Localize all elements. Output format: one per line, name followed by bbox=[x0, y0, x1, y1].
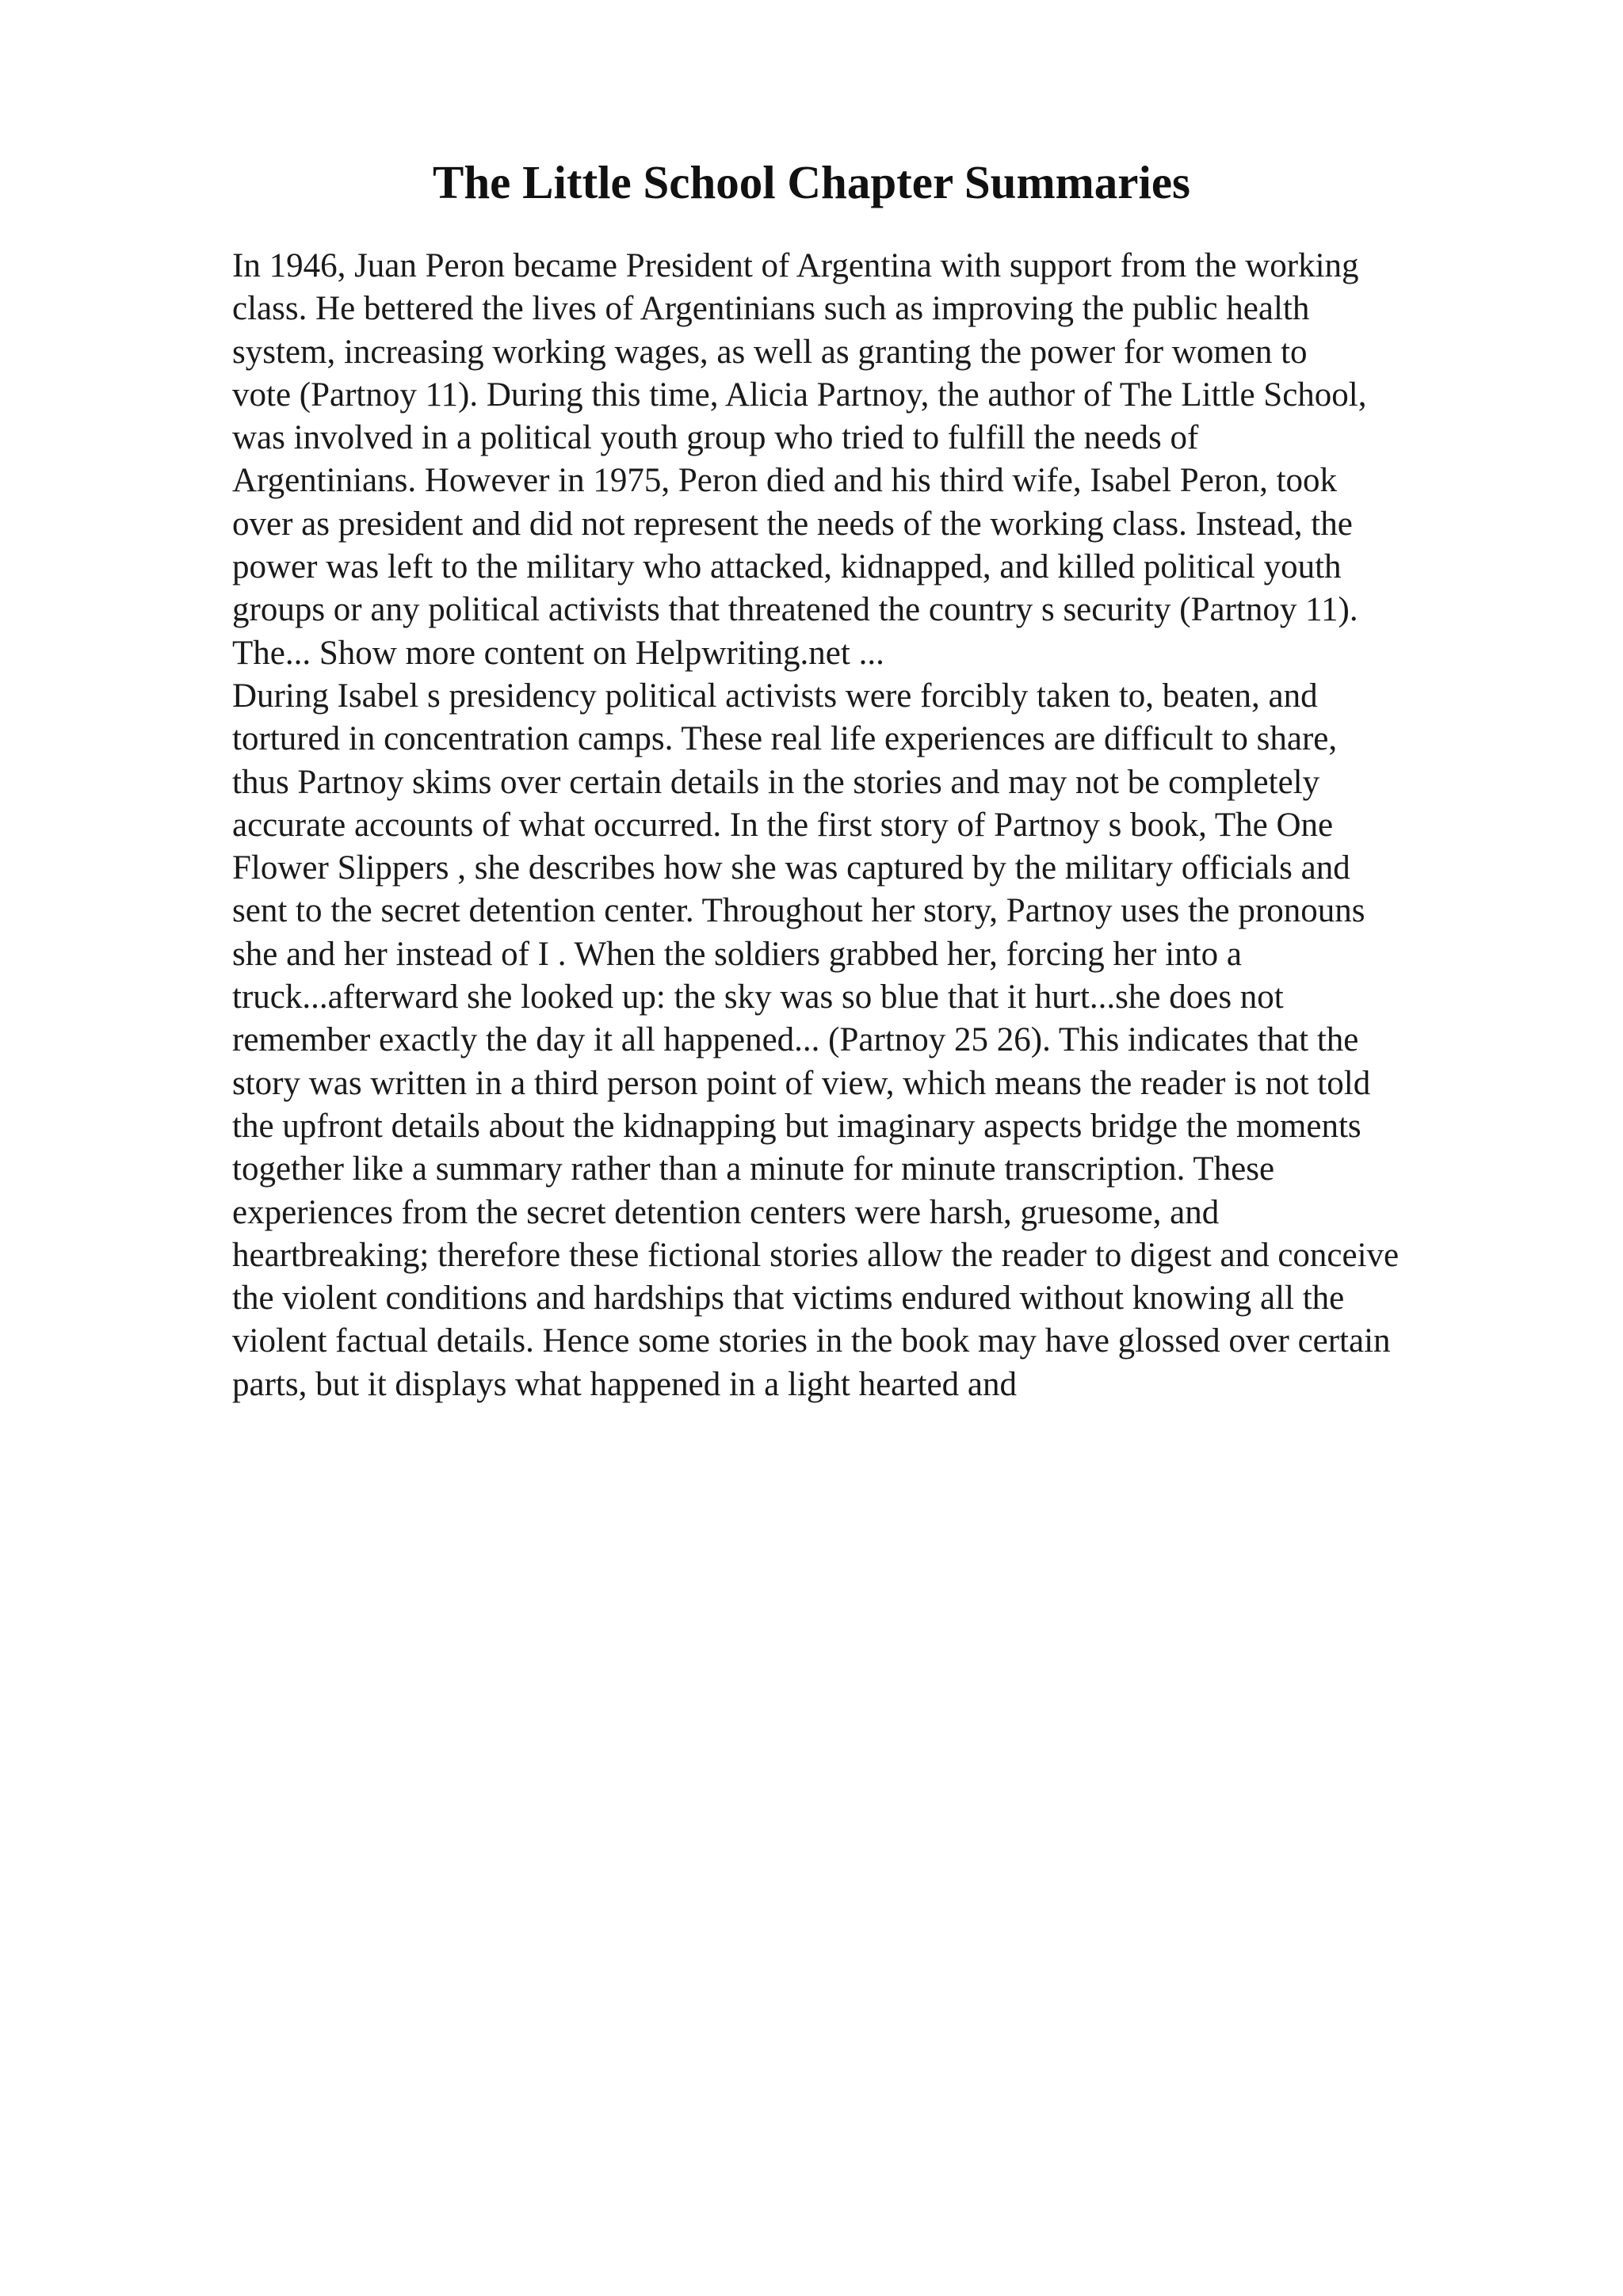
text-line: the violent conditions and hardships that victims endured without knowing all the bbox=[232, 1280, 1345, 1318]
text-line: vote (Partnoy 11). During this time, Alicia Partnoy, the author of The Little School, bbox=[232, 376, 1367, 414]
text-line: thus Partnoy skims over certain details in the stories and may not be completely bbox=[232, 763, 1320, 801]
text-line: system, increasing working wages, as well as granting the power for women to bbox=[232, 333, 1308, 371]
text-line: During Isabel s presidency political activists were forcibly taken to, beaten, and bbox=[232, 677, 1318, 715]
text-line: heartbreaking; therefore these fictional stories allow the reader to digest and conceive bbox=[232, 1236, 1400, 1274]
text-line: story was written in a third person point of view, which means the reader is not told bbox=[232, 1064, 1371, 1102]
text-line: class. He bettered the lives of Argentinians such as improving the public health bbox=[232, 290, 1310, 328]
show-more-line: The... Show more content on Helpwriting.net ... bbox=[232, 634, 884, 672]
text-line: sent to the secret detention center. Throughout her story, Partnoy uses the pronouns bbox=[232, 892, 1365, 930]
text-line: tortured in concentration camps. These real life experiences are difficult to share, bbox=[232, 720, 1338, 758]
text-line: Argentinians. However in 1975, Peron died and his third wife, Isabel Peron, took bbox=[232, 462, 1338, 500]
document-body bbox=[232, 245, 1532, 1406]
text-line: In 1946, Juan Peron became President of Argentina with support from the working bbox=[232, 247, 1359, 284]
text-line: she and her instead of I . When the soldiers grabbed her, forcing her into a bbox=[232, 935, 1242, 973]
text-line: groups or any political activists that threatened the country s security (Partnoy 11). bbox=[232, 591, 1358, 629]
text-line: truck...afterward she looked up: the sky was so blue that it hurt...she does not bbox=[232, 978, 1284, 1016]
text-line: remember exactly the day it all happened... (Partnoy 25 26). This indicates that the bbox=[232, 1021, 1359, 1059]
text-line: over as president and did not represent the needs of the working class. Instead, the bbox=[232, 505, 1353, 543]
document-title: The Little School Chapter Summaries bbox=[432, 156, 1190, 208]
text-line: experiences from the secret detention centers were harsh, gruesome, and bbox=[232, 1193, 1220, 1231]
text-line: accurate accounts of what occurred. In the first story of Partnoy s book, The One bbox=[232, 806, 1334, 844]
text-line: violent factual details. Hence some stories in the book may have glossed over certain bbox=[232, 1322, 1391, 1360]
text-line: was involved in a political youth group who tried to fulfill the needs of bbox=[232, 419, 1199, 457]
text-line: power was left to the military who attacked, kidnapped, and killed political youth bbox=[232, 548, 1342, 586]
text-line: together like a summary rather than a minute for minute transcription. These bbox=[232, 1150, 1275, 1188]
text-line: the upfront details about the kidnapping but imaginary aspects bridge the moments bbox=[232, 1107, 1361, 1145]
text-line: Flower Slippers , she describes how she was captured by the military officials and bbox=[232, 849, 1350, 887]
text-line: parts, but it displays what happened in a light hearted and bbox=[232, 1365, 1017, 1403]
